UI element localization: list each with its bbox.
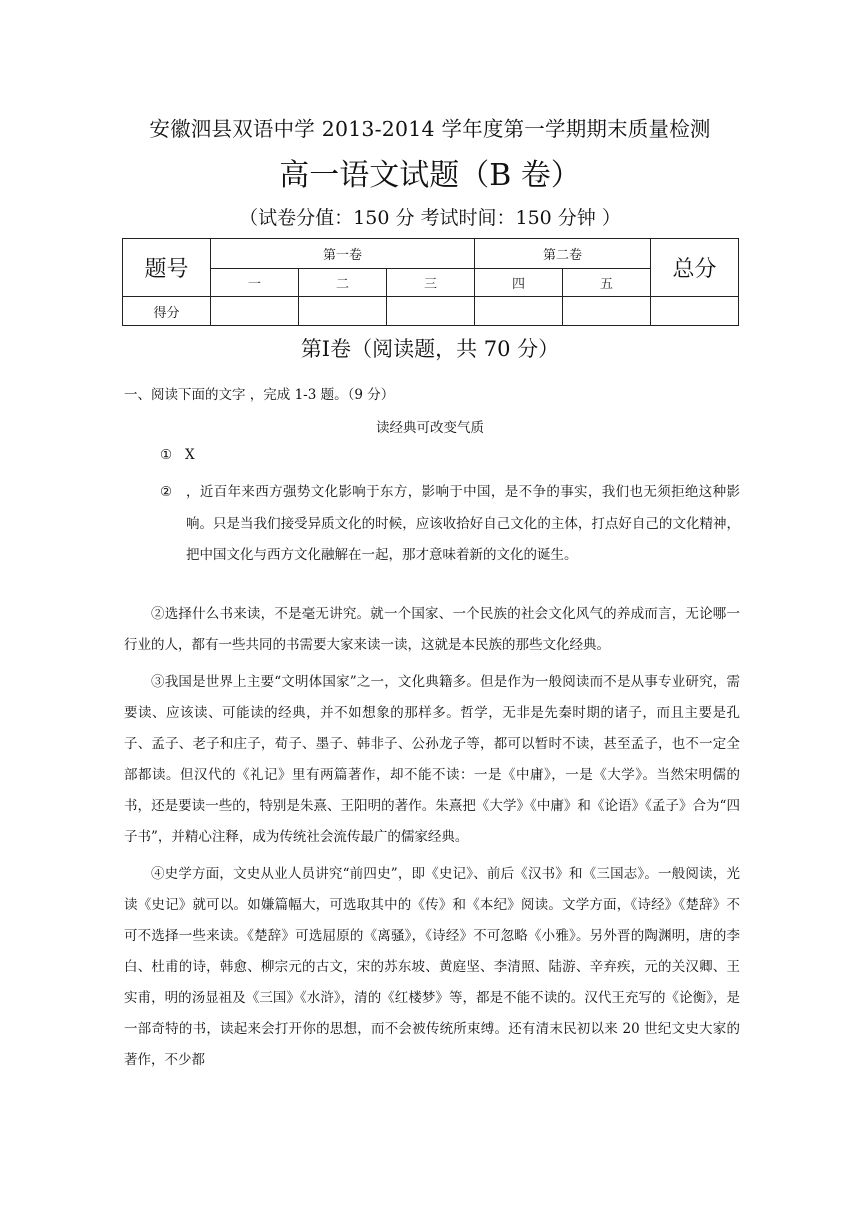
item-number: ② xyxy=(160,484,173,500)
score-cell-5[interactable] xyxy=(563,297,651,326)
question-head: 一、阅读下面的文字 ，完成 1-3 题。（9 分） xyxy=(124,387,395,403)
score-cell-2[interactable] xyxy=(299,297,387,326)
paragraph: ②选择什么书来读，不是毫无讲究。就一个国家、一个民族的社会文化风气的养成而言，无论哪一行业的人，都有一些共同的书需要大家来读一读，这就是本民族的那些文化经典。 xyxy=(124,606,740,653)
section-title: 第Ⅰ卷（阅读题，共 70 分） xyxy=(300,337,560,361)
paragraph: ④史学方面，文史从业人员讲究“前四史”，即《史记》、前后《汉书》和《三国志》。一般阅读，光读《史记》就可以。如嫌篇幅大，可选取其中的《传》和《本纪》阅读。文学方面，《诗经》《楚辞》不可不选择一些来读。《楚辞》可选屈原的《离骚》，《诗经》不可忽略《小雅》。另外晋的陶渊明，唐的李白、杜甫的诗，韩愈、柳宗元的古文，宋的苏东坡、黄庭坚、李清照、陆游、辛弃疾，元的关汉卿、王实甫，明的汤显祖及《三国》《水浒》，清的《红楼梦》等，都是不能不读的。汉代王充写的《论衡》，是一部奇特的书，读起来会打开你的思想，而不会被传统所束缚。还有清末民初以来 20 世纪文史大家的著作，不少都 xyxy=(124,866,740,1068)
item-number: ① xyxy=(160,447,173,463)
item-text: X xyxy=(184,447,195,463)
score-cell-1[interactable] xyxy=(211,297,299,326)
topic-label: 题号 xyxy=(123,239,211,297)
sub-col-4: 四 xyxy=(475,269,563,297)
part2-label: 第二卷 xyxy=(475,239,651,269)
part1-label: 第一卷 xyxy=(211,239,475,269)
sub-col-2: 二 xyxy=(299,269,387,297)
sub-col-5: 五 xyxy=(563,269,651,297)
essay-title: 读经典可改变气质 xyxy=(376,420,484,436)
exam-meta: （试卷分值：150 分 考试时间：150 分钟 ） xyxy=(239,207,621,229)
exam-title: 高一语文试题（B 卷） xyxy=(279,158,581,193)
list-item xyxy=(160,447,195,463)
score-cell-total[interactable] xyxy=(651,297,739,326)
score-label: 得分 xyxy=(123,297,211,326)
score-cell-4[interactable] xyxy=(475,297,563,326)
school-line: 安徽泗县双语中学 2013-2014 学年度第一学期期末质量检测 xyxy=(149,117,711,141)
total-label: 总分 xyxy=(651,239,739,297)
score-table xyxy=(122,238,739,326)
list-item xyxy=(160,477,740,572)
sub-col-1: 一 xyxy=(211,269,299,297)
paragraph: ③我国是世界上主要“文明体国家”之一，文化典籍多。但是作为一般阅读而不是从事专业研究，需要读、应该读、可能读的经典，并不如想象的那样多。哲学，无非是先秦时期的诸子，而且主要是孔子、孟子、老子和庄子，荀子、墨子、韩非子、公孙龙子等，都可以暂时不读，甚至孟子，也不一定全部都读。但汉代的《礼记》里有两篇著作，却不能不读：一是《中庸》，一是《大学》。当然宋明儒的书，还是要读一些的，特别是朱熹、王阳明的著作。朱熹把《大学》《中庸》和《论语》《孟子》合为“四子书”，并精心注释，成为传统社会流传最广的儒家经典。 xyxy=(124,674,740,845)
score-cell-3[interactable] xyxy=(387,297,475,326)
item-text: ，近百年来西方强势文化影响于东方，影响于中国，是不争的事实，我们也无须拒绝这种影响。只是当我们接受异质文化的时候，应该收拾好自己文化的主体，打点好自己的文化精神，把中国文化与西方文化融解在一起，那才意味着新的文化的诞生。 xyxy=(186,484,740,563)
essay-body xyxy=(124,599,740,1082)
sub-col-3: 三 xyxy=(387,269,475,297)
